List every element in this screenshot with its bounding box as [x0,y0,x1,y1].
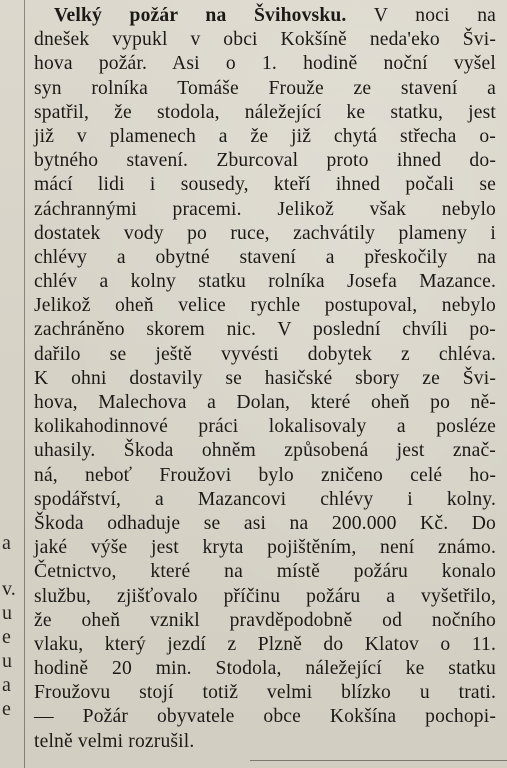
article-line: Škoda odhaduje se asi na 200.000 Kč. Do [34,512,496,534]
fragment-text: u [2,650,12,672]
article-line: zachráněno skorem nic. V poslední chvíli po- [34,319,496,341]
article-line: již v plamenech a že již chytá střecha o- [34,125,496,147]
fragment-text: u [2,602,12,624]
article-line: že oheň vznikl pravděpodobně od nočního [34,609,496,631]
article-headline: Velký požár na Švihovsku. [54,5,347,26]
article-line: mácí lidi i sousedy, kteří ihned počali se [34,174,496,196]
article-line: K ohni dostavily se hasičské sbory ze Švi- [34,367,496,389]
article-line: dostatek vody po ruce, zachvátily plameny i [34,222,496,244]
article-line: uhasily. Škoda ohněm způsobená jest znač- [34,440,496,462]
article-line: záchrannými pracemi. Jelikož však nebylo [34,198,496,220]
article-line: hodině 20 min. Stodola, náležející ke statku [34,658,496,680]
article-line: Froužovu stojí totiž velmi blízko u trati. [34,682,496,704]
article-line: chlév a kolny statku rolníka Josefa Mazance. [34,271,496,293]
fragment-text: v. [2,578,16,600]
article-line: spatřil, že stodola, náležející ke statku, jest [34,101,496,123]
article-line: službu, zjišťovalo příčinu požáru a vyšetřilo, [34,585,496,607]
article-line: ná, neboť Froužovi bylo zničeno celé ho- [34,464,496,486]
article-line: bytného stavení. Zburcoval proto ihned do- [34,150,496,172]
fragment-text: e [2,698,11,720]
article-line: Četnictvo, které na místě požáru konalo [34,561,496,583]
article-line: jaké výše jest kryta pojištěním, není známo. [34,537,496,559]
article-line: syn rolníka Tomáše Frouže ze stavení a [34,77,496,99]
article-line: — Požár obyvatele obce Kokšína pochopi- [34,706,496,728]
adjacent-column-fragments [0,0,22,768]
article-line: chlévy a obytné stavení a přeskočily na [34,246,496,268]
bottom-divider [250,760,507,761]
article-line-first: Velký požár na Švihovsku. V noci na [54,5,496,26]
article-line-last: telně velmi rozrušil. [34,730,195,752]
article-line: vlaku, který jezdí z Plzně do Klatov o 11. [34,633,496,655]
column-divider [24,0,25,768]
news-article [34,4,496,754]
article-line: dařilo se ještě vyvésti dobytek z chléva. [34,343,496,365]
fragment-text: a [2,532,11,554]
article-line: kolikahodinnové práci lokalisovaly a posléze [34,416,496,438]
article-line: spodářství, a Mazancovi chlévy i kolny. [34,488,496,510]
article-line: Jelikož oheň velice rychle postupoval, nebylo [34,295,496,317]
article-line: hova, Malechova a Dolan, které oheň po ně- [34,392,496,413]
article-line: hova požár. Asi o 1. hodině noční vyšel [34,53,496,75]
article-line: dnešek vypukl v obci Kokšíně neda'eko Švi- [34,29,496,51]
fragment-text: e [2,626,11,648]
fragment-text: a [2,674,11,696]
